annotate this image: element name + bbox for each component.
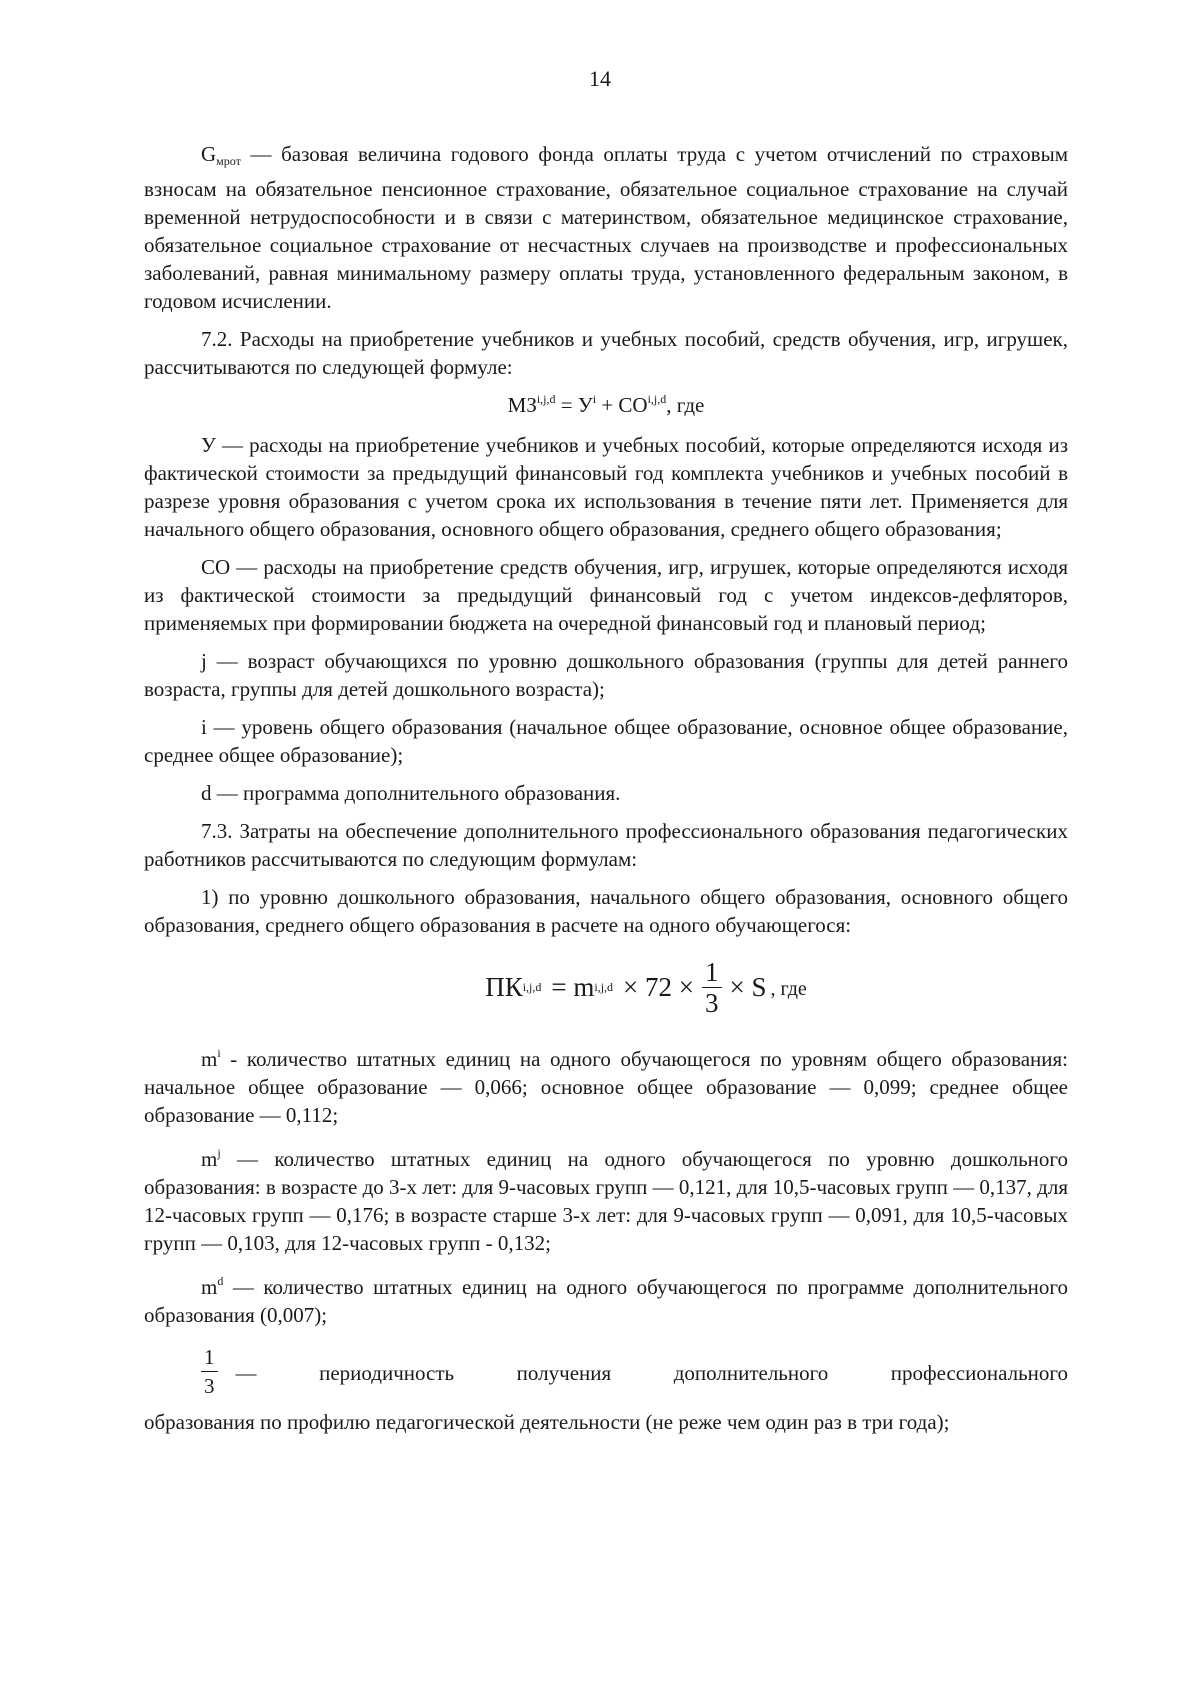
formula-mz-lhs-sup: i,j,d — [536, 392, 556, 406]
formula-pk — [224, 949, 1068, 1025]
paragraph-mj — [144, 1139, 1068, 1257]
formula-mz — [144, 385, 1068, 419]
formula-pk-lhs: ПК — [485, 972, 523, 1002]
paragraph-7-2: 7.2. Расходы на приобретение учебников и учебных пособий, средств обучения, игр, игрушек, рассчитываются по следующей формуле: — [144, 327, 1068, 379]
symbol-g: G — [201, 142, 217, 166]
page-number: 14 — [589, 66, 611, 91]
formula-pk-mult72: × 72 × — [623, 972, 695, 1002]
paragraph-7-3: 7.3. Затраты на обеспечение дополнительного профессионального образования педагогических работников рассчитываются по следующим формулам: — [144, 819, 1068, 871]
paragraph-co: СО — расходы на приобретение средств обучения, игр, игрушек, которые определяются исходя из фактической стоимости за предыдущий финансовый год с учетом индексов-дефляторов, применяемых при формировании бюджета на очередной финансовый год и плановый период; — [144, 555, 1068, 635]
formula-mz-co: + СО — [596, 393, 648, 417]
document-body — [144, 140, 1068, 1446]
formula-mz-lhs: МЗ — [507, 393, 537, 417]
fraction-numerator: 1 — [702, 957, 722, 988]
subscript-mrot: мрот — [216, 154, 241, 168]
mi-definition: - количество штатных единиц на одного обучающегося по уровням общего образования: начальное общее образование — 0,066; основное общее образование — 0,099; среднее общее образование — 0,112; — [144, 1047, 1068, 1127]
paragraph-j: j — возраст обучающихся по уровню дошкольного образования (группы для детей раннего возраста, группы для детей дошкольного возраста); — [144, 649, 1068, 701]
formula-pk-tail: , где — [770, 978, 807, 1000]
formula-pk-lhs-sup: i,j,d — [522, 980, 542, 994]
paragraph-md — [144, 1267, 1068, 1329]
formula-mz-co-sup: i,j,d — [647, 392, 667, 406]
paragraph-1: 1) по уровню дошкольного образования, начального общего образования, основного общего образования, среднего общего образования в расчете на одного обучающегося: — [144, 885, 1068, 937]
paragraph-i: i — уровень общего образования (начальное общее образование, основное общее образование, среднее общее образование); — [144, 715, 1068, 767]
formula-pk-fraction — [702, 957, 722, 1018]
gmrot-definition: — базовая величина годового фонда оплаты труда с учетом отчислений по страховым взносам на обязательное пенсионное страхование, обязательное социальное страхование на случай временной нетрудоспособности и в связи с материнством, обязательное медицинское страхование, обязательное социальное страхование от несчастных случаев на производстве и профессиональных заболеваний, равная минимальному размеру оплаты труда, установленного федеральным законом, в годовом исчислении. — [144, 142, 1068, 313]
period-fraction — [201, 1343, 218, 1400]
formula-mz-u: = У — [555, 393, 593, 417]
formula-mz-tail: , где — [666, 393, 705, 417]
fraction-denominator: 3 — [705, 987, 719, 1018]
symbol-m-sup: i — [217, 1046, 221, 1060]
paragraph-u: У — расходы на приобретение учебников и учебных пособий, которые определяются исходя из фактической стоимости за предыдущий финансовый год комплекта учебников и учебных пособий в разрезе уровня образования с учетом срока их использования в течение пяти лет. Применяется для начального общего образования, основного общего образования, среднего общего образования; — [144, 433, 1068, 541]
period-line-2: образования по профилю педагогической деятельности (не реже чем один раз в три года); — [144, 1410, 950, 1434]
mj-definition: — количество штатных единиц на одного обучающегося по уровню дошкольного образования: в возрасте до 3-х лет: для 9-часовых групп — 0,121, для 10,5-часовых групп — 0,137, для 12-часовых групп — 0,176; в возрасте старше 3-х лет: для 9-часовых групп — 0,091, для 10,5-часовых групп — 0,103, для 12-часовых групп - 0,132; — [144, 1147, 1068, 1255]
symbol-m: m — [201, 1147, 218, 1171]
formula-pk-m-sup: i,j,d — [594, 980, 614, 994]
paragraph-period — [144, 1343, 1068, 1400]
symbol-m-sup: d — [217, 1274, 224, 1288]
md-definition: — количество штатных единиц на одного обучающегося по программе дополнительного образования (0,007); — [144, 1275, 1068, 1327]
fraction-numerator: 1 — [201, 1343, 218, 1372]
formula-pk-m: = m — [551, 972, 595, 1002]
formula-mz-u-sup: i — [592, 392, 597, 406]
paragraph-mi — [144, 1039, 1068, 1129]
symbol-m: m — [201, 1047, 218, 1071]
fraction-denominator: 3 — [204, 1374, 215, 1398]
paragraph-gmrot — [144, 140, 1068, 315]
symbol-m-sup: j — [217, 1146, 221, 1160]
paragraph-d: d — программа дополнительного образования. — [201, 781, 621, 805]
formula-pk-mults: × S — [729, 972, 767, 1002]
period-line-1: — периодичность получения дополнительного профессионального — [235, 1360, 1068, 1385]
symbol-m: m — [201, 1275, 218, 1299]
